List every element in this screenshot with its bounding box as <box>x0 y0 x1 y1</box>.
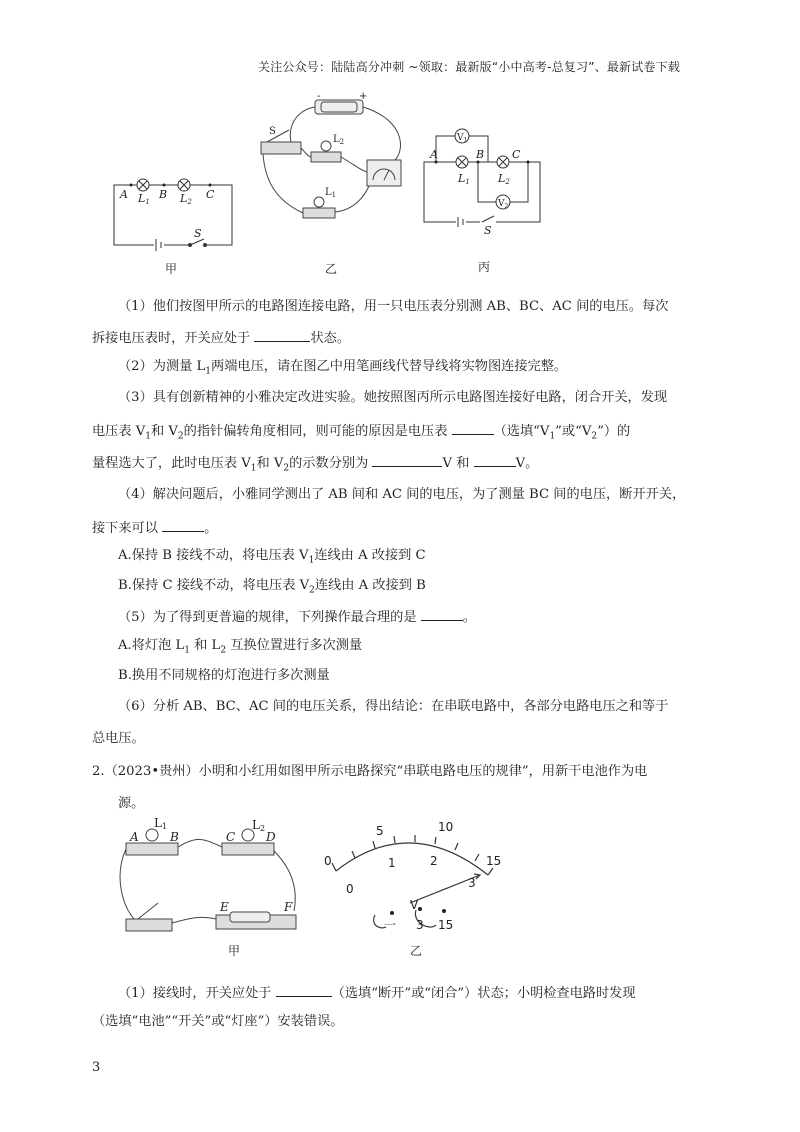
voltmeter-tick-top-5: 5 <box>376 824 384 838</box>
voltmeter-terminal-3: 3 <box>416 918 424 932</box>
jia-label-b: B <box>159 188 168 201</box>
caption-bing: 丙 <box>478 260 491 274</box>
answer-blank-2[interactable] <box>452 420 494 435</box>
answer-blank-6[interactable] <box>421 606 463 621</box>
jia2-label-f: F <box>284 900 293 914</box>
bing-label-l1: L1 <box>458 172 470 186</box>
jia-label-s: S <box>194 227 202 240</box>
voltmeter-zero-bottom: 0 <box>346 882 354 896</box>
jia2-label-a: A <box>130 830 139 844</box>
yi-label-plus: + <box>359 91 368 102</box>
figure-2-yi-voltmeter <box>320 815 510 945</box>
q2-stem-line1: 2.（2023•贵州）小明和小红用如图甲所示电路探究“串联电路电压的规律”，用新干电池作为电 <box>92 764 648 779</box>
page-number: 3 <box>92 1060 101 1075</box>
bing-label-s: S <box>484 224 492 237</box>
q1-part3-line2: 电压表 $V_1$和 $V_2$的指针偏转角度相同，则可能的原因是电压表 （选填“$V_1$”或“$V_2$”）的 <box>92 420 630 447</box>
answer-blank-1[interactable] <box>254 327 310 342</box>
bing-label-v2: $V_2$ <box>498 199 509 210</box>
bing-label-a: A <box>430 148 438 161</box>
page-header: 关注公众号：陆陆高分冲刺 ~领取：最新版“小中高考-总复习”、最新试卷下载 <box>258 60 681 74</box>
q1-part5: （5）为了得到更普遍的规律，下列操作最合理的是 。 <box>118 606 476 628</box>
jia-label-l2: L2 <box>180 192 192 206</box>
q1-part4-option-a: A.保持 B 接线不动，将电压表 $V_1$连线由 A 改接到 C <box>118 548 426 566</box>
jia2-label-e: E <box>220 900 229 914</box>
q1-part6-line2: 总电压。 <box>92 731 145 746</box>
jia2-label-d: D <box>266 830 276 844</box>
q1-part5-option-b: B.换用不同规格的灯泡进行多次测量 <box>118 668 330 683</box>
jia2-label-l2: L2 <box>252 818 266 833</box>
answer-blank-4[interactable] <box>474 452 516 467</box>
voltmeter-symbol: V <box>410 898 419 912</box>
voltmeter-zero-top: 0 <box>324 854 332 868</box>
answer-blank-5[interactable] <box>162 517 204 532</box>
caption-yi: 乙 <box>325 262 338 276</box>
jia2-label-b: B <box>170 830 179 844</box>
q1-part4-line1: （4）解决问题后，小雅同学测出了 AB 间和 AC 间的电压，为了测量 BC 间的电压，断开开关， <box>118 487 686 502</box>
yi-label-s: S <box>269 126 276 137</box>
caption-jia-2: 甲 <box>228 944 241 958</box>
q1-part4-line2: 接下来可以 。 <box>92 517 217 539</box>
caption-yi-2: 乙 <box>410 944 423 958</box>
jia-label-l1: L1 <box>138 192 150 206</box>
answer-blank-3[interactable] <box>372 452 442 467</box>
voltmeter-terminal-15: 15 <box>438 918 454 932</box>
q1-part5-option-a: A.将灯泡 $L_1$ 和 $L_2$ 互换位置进行多次测量 <box>118 638 363 656</box>
q1-part1-line1: （1）他们按图甲所示的电路图连接电路，用一只电压表分别测 AB、BC、AC 间的电压。每次 <box>118 299 669 314</box>
q2-stem-line2: 源。 <box>118 796 145 811</box>
jia-label-c: C <box>206 188 215 201</box>
jia2-label-c: C <box>226 830 236 844</box>
voltmeter-tick-bottom-1: 1 <box>388 856 396 870</box>
q1-part3-line1: （3）具有创新精神的小雅决定改进实验。她按照图丙所示电路图连接好电路，闭合开关，发现 <box>118 390 668 405</box>
yi-label-l2: $L_2$ <box>333 134 345 146</box>
q1-part4-option-b: B.保持 C 接线不动，将电压表 $V_2$连线由 A 改接到 B <box>118 578 426 596</box>
voltmeter-terminal-neg: 一 <box>384 918 397 932</box>
figure-1-jia <box>108 165 238 255</box>
bing-label-b: B <box>476 148 485 161</box>
figure-2-jia <box>118 815 308 940</box>
voltmeter-tick-top-10: 10 <box>438 820 454 834</box>
voltmeter-tick-bottom-3: 3 <box>468 876 476 890</box>
jia-label-a: A <box>120 188 128 201</box>
q1-part6-line1: （6）分析 AB、BC、AC 间的电压关系，得出结论：在串联电路中，各部分电路电压之和等于 <box>118 699 669 714</box>
caption-jia: 甲 <box>165 262 178 276</box>
q1-part2: （2）为测量 $L_1$两端电压，请在图乙中用笔画线代替导线将实物图连接完整。 <box>118 359 568 377</box>
bing-label-c: C <box>512 148 521 161</box>
bing-label-l2: L2 <box>498 172 510 186</box>
figure-1-bing <box>418 122 548 242</box>
voltmeter-tick-bottom-2: 2 <box>430 854 438 868</box>
q2-part1-line2: （选填“电池”“开关”或“灯座”）安装错误。 <box>92 1014 344 1029</box>
q1-part3-line3: 量程选大了，此时电压表 $V_1$和 $V_2$的示数分别为 V 和 V。 <box>92 452 538 479</box>
figure-1-yi <box>255 90 415 240</box>
q1-part1-line2: 拆接电压表时，开关应处于 状态。 <box>92 327 350 349</box>
yi-label-minus: - <box>317 91 321 102</box>
q2-part1-line1: （1）接线时，开关应处于 （选填“断开”或“闭合”）状态；小明检查电路时发现 <box>118 982 636 1004</box>
voltmeter-tick-top-15: 15 <box>486 854 502 868</box>
jia2-label-l1: L1 <box>154 816 168 831</box>
answer-blank-7[interactable] <box>276 982 332 997</box>
bing-label-v1: $V_1$ <box>457 133 468 144</box>
yi-label-l1: $L_1$ <box>325 187 337 199</box>
